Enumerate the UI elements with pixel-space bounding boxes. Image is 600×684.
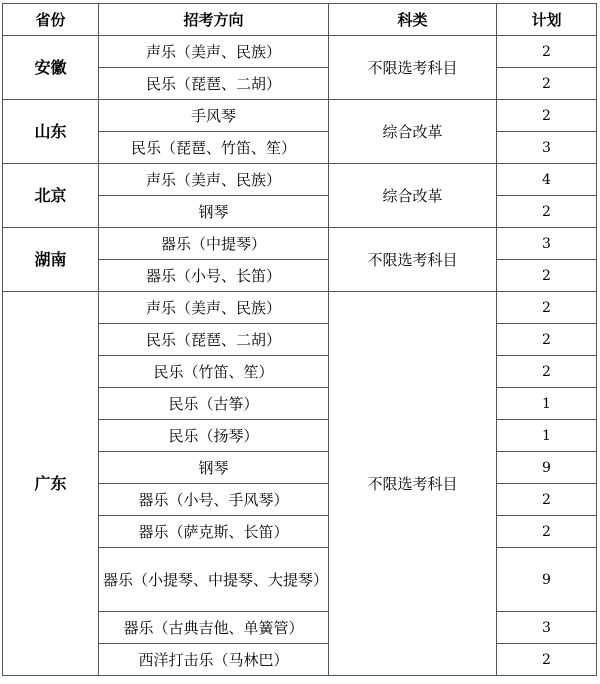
direction-cell: 西洋打击乐（马林巴） bbox=[99, 644, 329, 676]
subject-cell: 综合改革 bbox=[329, 164, 497, 228]
direction-cell: 民乐（琵琶、二胡） bbox=[99, 68, 329, 100]
direction-cell: 器乐（小号、手风琴） bbox=[99, 484, 329, 516]
province-cell: 安徽 bbox=[3, 36, 99, 100]
table-row bbox=[3, 100, 597, 132]
province-cell: 湖南 bbox=[3, 228, 99, 292]
plan-cell: 2 bbox=[497, 356, 597, 388]
direction-cell: 器乐（中提琴） bbox=[99, 228, 329, 260]
subject-cell: 综合改革 bbox=[329, 100, 497, 164]
plan-cell: 3 bbox=[497, 228, 597, 260]
plan-cell: 2 bbox=[497, 292, 597, 324]
table-row bbox=[3, 228, 597, 260]
plan-cell: 2 bbox=[497, 196, 597, 228]
header-direction: 招考方向 bbox=[99, 4, 329, 36]
direction-cell: 钢琴 bbox=[99, 452, 329, 484]
plan-cell: 2 bbox=[497, 324, 597, 356]
plan-cell: 2 bbox=[497, 36, 597, 68]
direction-cell: 声乐（美声、民族） bbox=[99, 292, 329, 324]
direction-cell: 器乐（古典吉他、单簧管） bbox=[99, 612, 329, 644]
plan-cell: 9 bbox=[497, 548, 597, 612]
plan-cell: 1 bbox=[497, 420, 597, 452]
table-row bbox=[3, 36, 597, 68]
direction-cell: 手风琴 bbox=[99, 100, 329, 132]
direction-cell: 声乐（美声、民族） bbox=[99, 164, 329, 196]
table-row bbox=[3, 164, 597, 196]
direction-cell: 钢琴 bbox=[99, 196, 329, 228]
province-cell: 山东 bbox=[3, 100, 99, 164]
header-subject: 科类 bbox=[329, 4, 497, 36]
header-plan: 计划 bbox=[497, 4, 597, 36]
plan-cell: 2 bbox=[497, 516, 597, 548]
direction-cell: 器乐（小号、长笛） bbox=[99, 260, 329, 292]
table-header-row bbox=[3, 4, 597, 36]
plan-cell: 2 bbox=[497, 100, 597, 132]
plan-cell: 1 bbox=[497, 388, 597, 420]
direction-cell: 器乐（萨克斯、长笛） bbox=[99, 516, 329, 548]
plan-cell: 9 bbox=[497, 452, 597, 484]
plan-cell: 2 bbox=[497, 260, 597, 292]
direction-cell: 民乐（扬琴） bbox=[99, 420, 329, 452]
admission-plan-table bbox=[2, 3, 597, 676]
direction-cell: 声乐（美声、民族） bbox=[99, 36, 329, 68]
table-row bbox=[3, 292, 597, 324]
province-cell: 广东 bbox=[3, 292, 99, 676]
subject-cell: 不限选考科目 bbox=[329, 36, 497, 100]
direction-cell: 民乐（古筝） bbox=[99, 388, 329, 420]
direction-cell: 民乐（琵琶、竹笛、笙） bbox=[99, 132, 329, 164]
plan-cell: 2 bbox=[497, 484, 597, 516]
province-cell: 北京 bbox=[3, 164, 99, 228]
direction-cell: 民乐（竹笛、笙） bbox=[99, 356, 329, 388]
direction-cell: 民乐（琵琶、二胡） bbox=[99, 324, 329, 356]
plan-cell: 4 bbox=[497, 164, 597, 196]
direction-cell: 器乐（小提琴、中提琴、大提琴） bbox=[99, 548, 329, 612]
subject-cell: 不限选考科目 bbox=[329, 228, 497, 292]
plan-cell: 3 bbox=[497, 132, 597, 164]
subject-cell: 不限选考科目 bbox=[329, 292, 497, 676]
plan-cell: 2 bbox=[497, 68, 597, 100]
plan-cell: 3 bbox=[497, 612, 597, 644]
header-province: 省份 bbox=[3, 4, 99, 36]
plan-cell: 2 bbox=[497, 644, 597, 676]
